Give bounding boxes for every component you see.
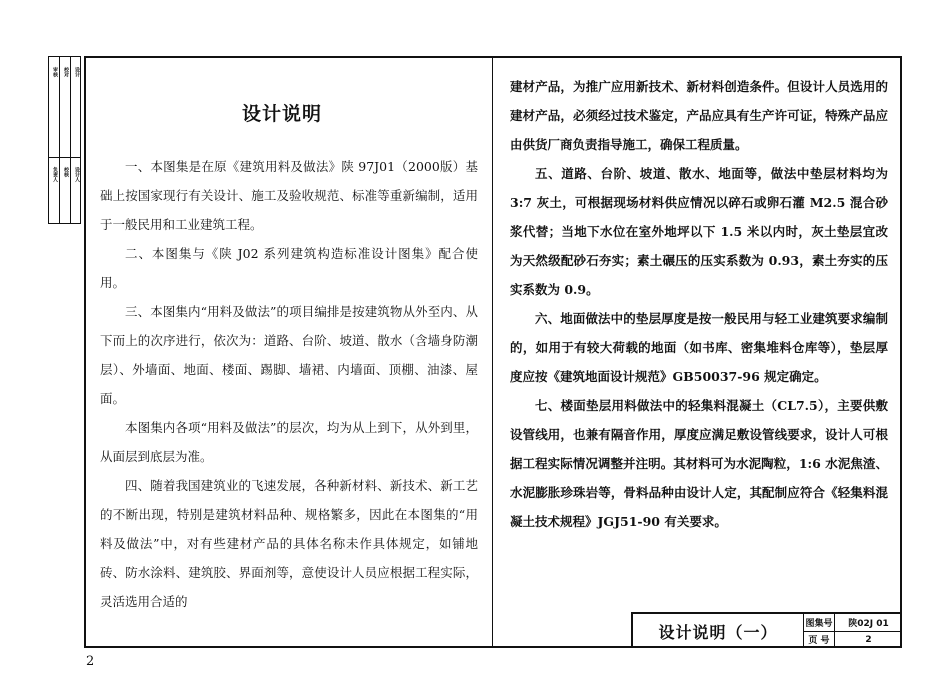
column-divider [492,56,493,648]
paragraph-4: 四、随着我国建筑业的飞速发展，各种新材料、新技术、新工艺的不断出现，特别是建筑材料品种、规格繁多，因此在本图集的“用料及做法”中，对有些建材产品的具体名称未作具体规定，如铺地砖、防水涂料、建筑胶、界面剂等，意使设计人员应根据工程实际，灵活选用合适的 [100,478,478,609]
review-label-3: 设计 [74,67,80,77]
review-label-1: 审核 [52,67,58,77]
page-number-label: 页 号 [808,636,830,646]
left-column [100,152,478,616]
paragraph-2: 二、本图集与《陕 J02 系列建筑构造标准设计图集》配合使用。 [100,246,478,290]
review-signature-strip [48,56,81,224]
right-column [510,72,888,536]
paragraph-7: 七、楼面垫层用料做法中的轻集料混凝土（CL7.5），主要供敷设管线用，也兼有隔音作用，厚度应满足敷设管线要求，设计人可根据工程实际情况调整并注明。其材料可为水泥陶粒，1:6 水泥焦渣、水泥膨胀珍珠岩等，骨料品种由设计人定，其配制应符合《轻集料混凝土技术规程》JGJ51-90 有关要求。 [510,398,888,529]
title-block [631,612,902,648]
review-label-2: 校对 [63,67,69,77]
sheet-name: 设计说明（一） [658,622,778,642]
review-label-5: 校核 [63,167,69,177]
review-label-4: 负责人 [52,167,58,182]
paragraph-3b: 本图集内各项“用料及做法”的层次，均为从上到下，从外到里，从面层到底层为准。 [100,420,478,464]
page-number: 2 [86,654,95,669]
paragraph-4-cont: 建材产品，为推广应用新技术、新材料创造条件。但设计人员选用的建材产品，必须经过技术鉴定，产品应具有生产许可证，特殊产品应由供货厂商负责指导施工，确保工程质量。 [510,79,888,152]
review-label-6: 设计人 [74,167,80,182]
atlas-number-value: 陕02J 01 [848,619,889,629]
paragraph-6: 六、地面做法中的垫层厚度是按一般民用与轻工业建筑要求编制的，如用于有较大荷载的地面（如书库、密集堆料仓库等），垫层厚度应按《建筑地面设计规范》GB50037-96 规定确定。 [510,311,888,384]
paragraph-1: 一、本图集是在原《建筑用料及做法》陕 97J01（2000版）基础上按国家现行有关设计、施工及验收规范、标准等重新编制，适用于一般民用和工业建筑工程。 [100,159,478,232]
paragraph-3: 三、本图集内“用料及做法”的项目编排是按建筑物从外至内、从下而上的次序进行，依次为：道路、台阶、坡道、散水（含墙身防潮层）、外墙面、地面、楼面、踢脚、墙裙、内墙面、顶棚、油漆、屋面。 [100,304,478,406]
title-block-grid [803,614,902,648]
paragraph-5: 五、道路、台阶、坡道、散水、地面等，做法中垫层材料均为 3:7 灰土，可根据现场材料供应情况以碎石或卵石灌 M2.5 混合砂浆代替；当地下水位在室外地坪以下 1.5 米以内时，灰土垫层宜改为天然级配砂石夯实；素土碾压的压实系数为 0.93，素土夯实的压实系数为 0.9。 [510,166,888,297]
page-title: 设计说明 [242,103,323,125]
page-number-value: 2 [865,634,872,645]
atlas-number-label: 图集号 [805,619,833,629]
